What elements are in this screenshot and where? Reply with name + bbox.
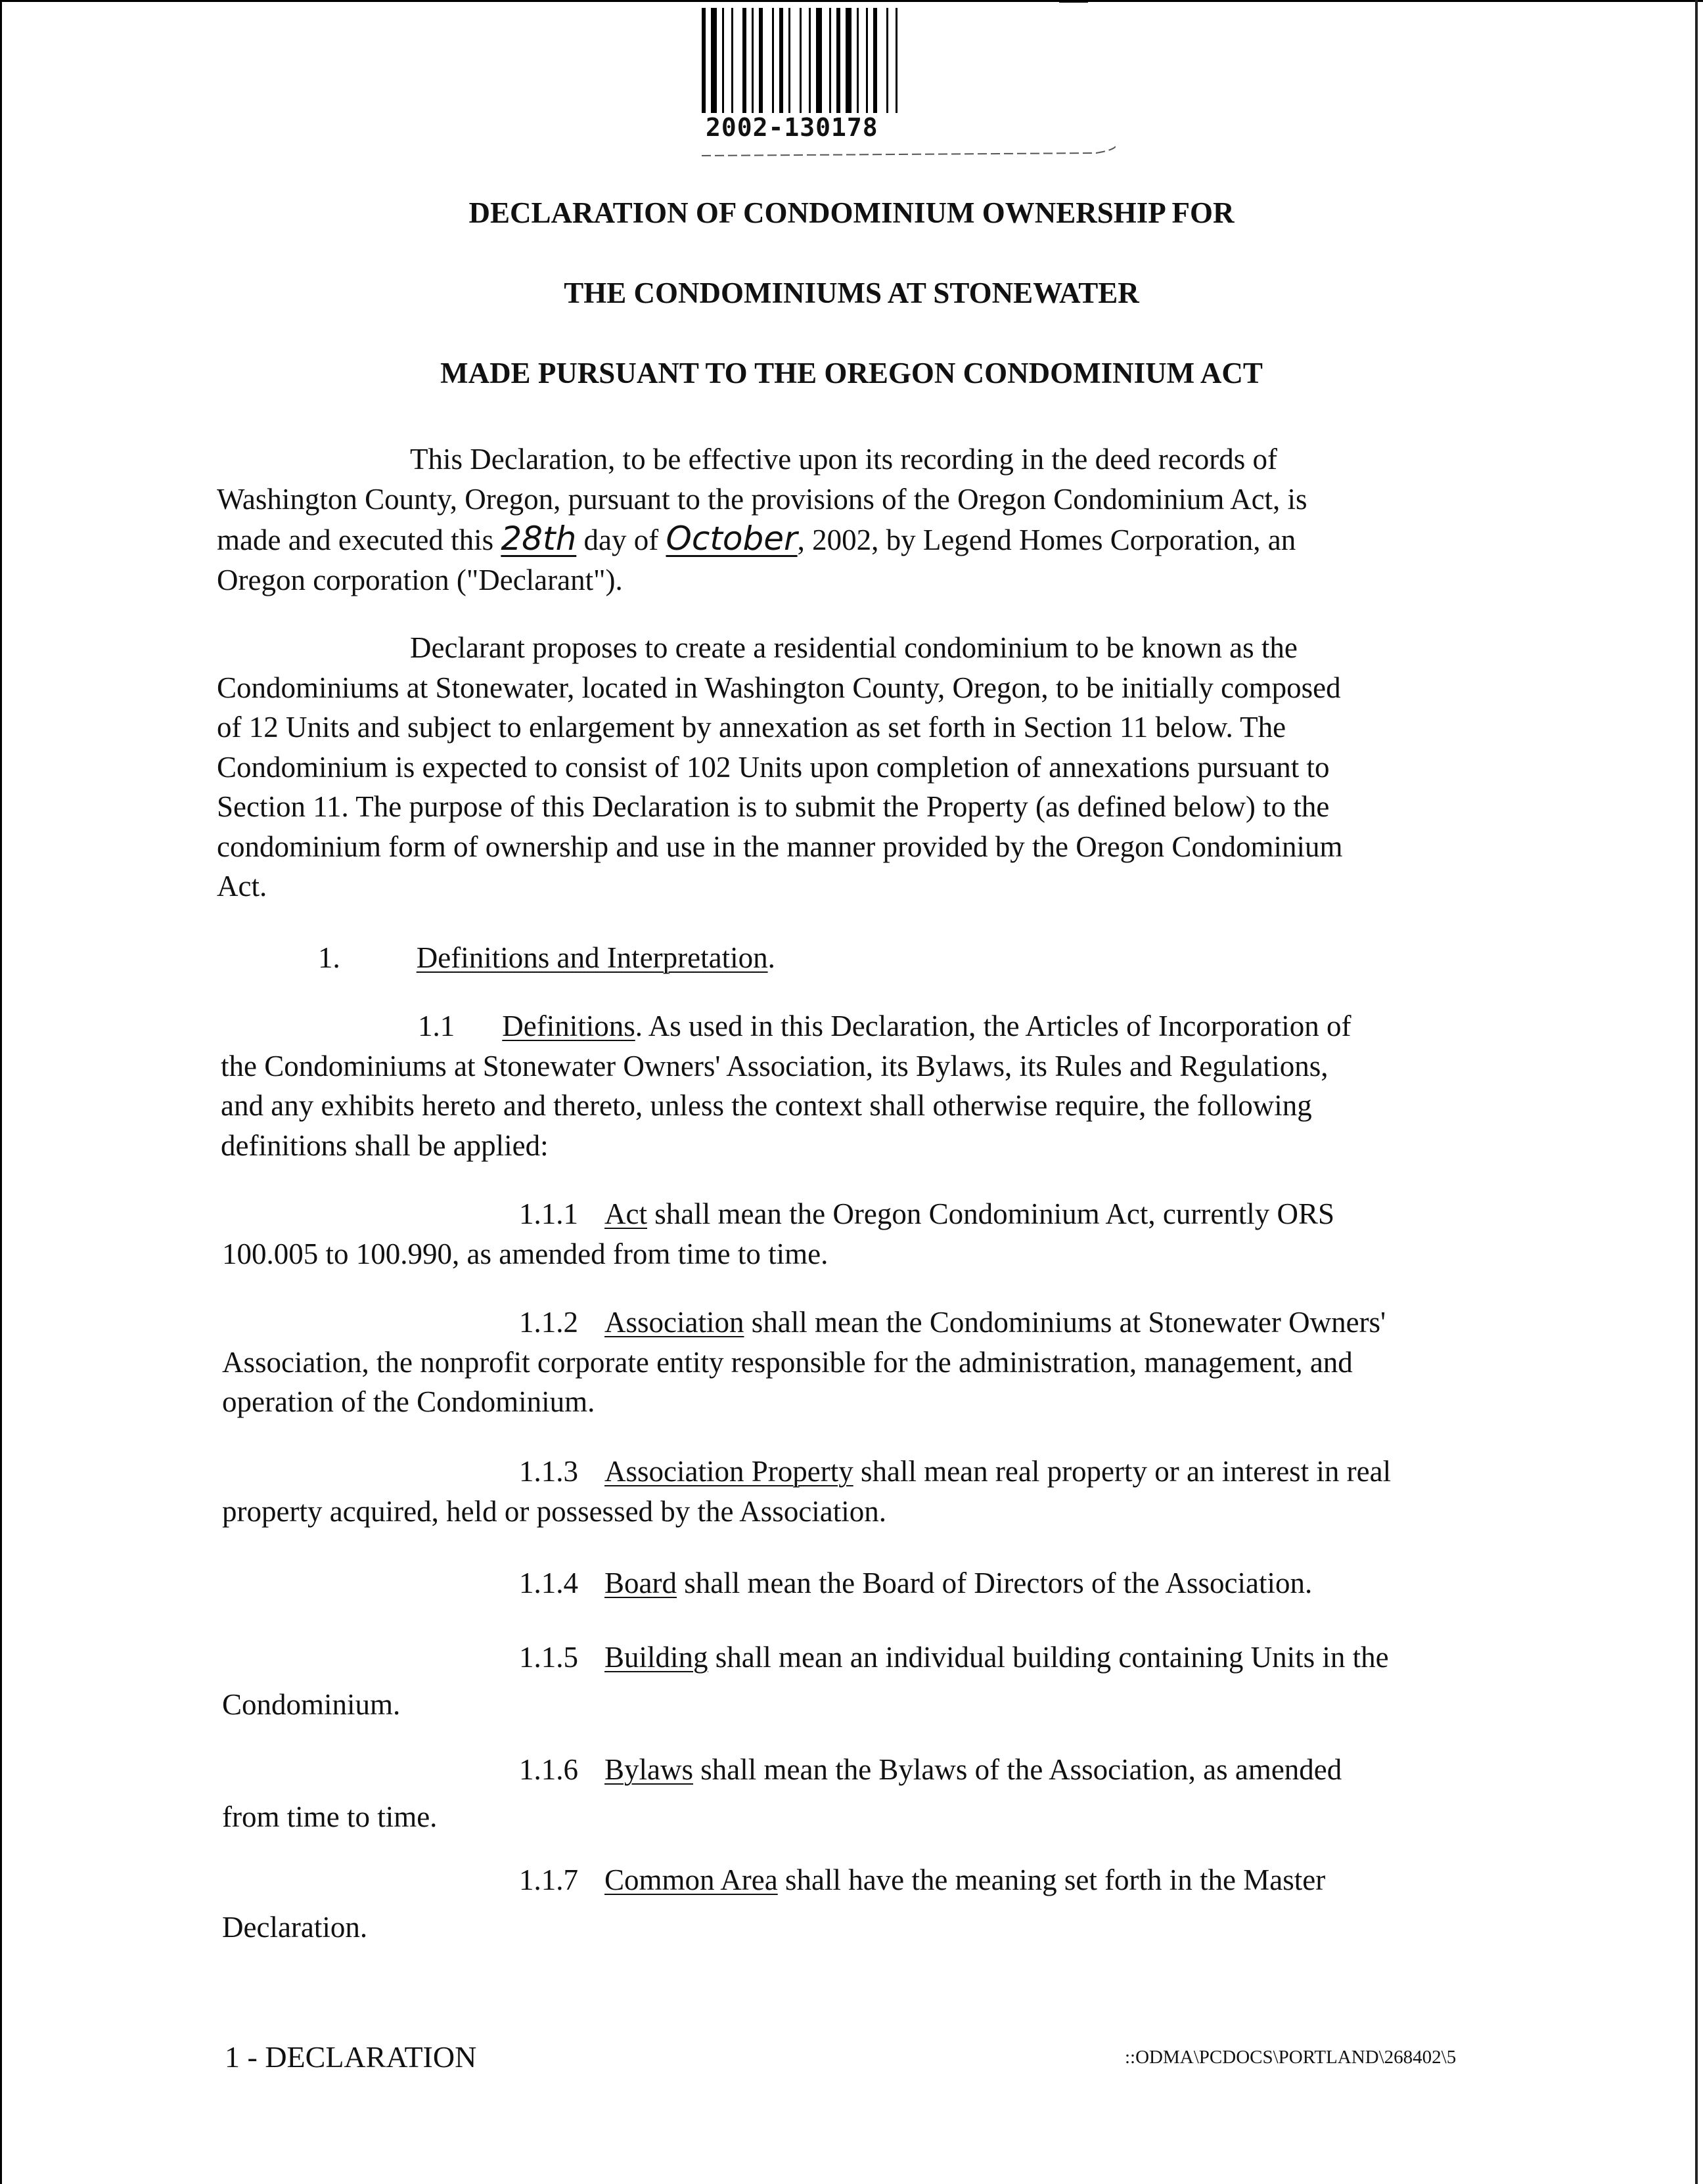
barcode-bar	[731, 8, 733, 113]
definition-1-1-4	[222, 1563, 1312, 1603]
barcode-bar	[800, 8, 802, 113]
definition-1-1-7	[222, 1856, 1325, 1951]
scan-edge	[1695, 0, 1698, 2184]
title-line-3: MADE PURSUANT TO THE OREGON CONDOMINIUM ACT	[440, 357, 1263, 390]
definition-text: shall mean real property or an interest in real	[853, 1455, 1392, 1488]
barcode-bar	[836, 8, 840, 113]
definition-term: Association Property	[604, 1455, 853, 1488]
scan-mark	[1059, 0, 1088, 3]
intro-line-3	[217, 519, 1307, 560]
purpose-paragraph	[217, 628, 1342, 906]
barcode-bar	[846, 8, 851, 113]
footer-doc-path: ::ODMA\PCDOCS\PORTLAND\268402\5	[1125, 2047, 1457, 2068]
barcode-bar	[772, 8, 774, 113]
section-title: Definitions	[502, 1010, 635, 1042]
intro-text: , 2002, by Legend Homes Corporation, an	[797, 524, 1296, 556]
definition-number: 1.1.6	[519, 1753, 578, 1786]
definition-term: Bylaws	[604, 1753, 693, 1786]
handwritten-day: 28th	[501, 520, 577, 558]
barcode-bar	[809, 8, 811, 113]
definition-term: Board	[604, 1567, 677, 1599]
definition-text: Condominium.	[222, 1688, 401, 1721]
definition-text: shall mean the Oregon Condominium Act, currently ORS	[647, 1197, 1335, 1230]
barcode-bar	[722, 8, 724, 113]
definition-text: Declaration.	[222, 1911, 368, 1944]
title-line-1: DECLARATION OF CONDOMINIUM OWNERSHIP FOR	[468, 196, 1235, 229]
definition-text: property acquired, held or possessed by the Association.	[222, 1494, 887, 1528]
purpose-line-2: Condominiums at Stonewater, located in Washington County, Oregon, to be initially composed	[217, 671, 1341, 704]
barcode-bar	[829, 8, 831, 113]
barcode-bar	[711, 8, 717, 113]
definition-text: shall mean the Board of Directors of the Association.	[676, 1567, 1313, 1599]
section-1-1-line-2: the Condominiums at Stonewater Owners' Association, its Bylaws, its Rules and Regulations,	[221, 1049, 1328, 1082]
barcode-underline	[702, 143, 1116, 158]
definition-text: shall mean an individual building containing Units in the	[708, 1641, 1389, 1674]
barcode-bar	[742, 8, 746, 113]
purpose-line-6: condominium form of ownership and use in the manner provided by the Oregon Condominium	[217, 830, 1343, 863]
barcode-bar	[873, 8, 877, 113]
section-1-1-line-4: definitions shall be applied:	[221, 1128, 549, 1162]
footer-page-label: 1 - DECLARATION	[225, 2040, 477, 2074]
barcode-stamp	[702, 8, 1004, 159]
section-title: Definitions and Interpretation	[416, 941, 768, 974]
definition-number: 1.1.3	[519, 1455, 578, 1488]
definition-term: Common Area	[604, 1863, 778, 1896]
definition-number: 1.1.1	[519, 1197, 578, 1230]
definition-number: 1.1.2	[519, 1306, 578, 1339]
definition-term: Act	[604, 1197, 647, 1230]
definition-number: 1.1.7	[519, 1863, 578, 1896]
purpose-line-7: Act.	[217, 870, 267, 903]
barcode-bar	[896, 8, 897, 113]
definition-1-1-3	[222, 1452, 1391, 1531]
definition-text: 100.005 to 100.990, as amended from time to time.	[222, 1237, 829, 1270]
intro-line-1: This Declaration, to be effective upon its recording in the deed records of	[410, 443, 1277, 476]
barcode-bar	[779, 8, 783, 113]
barcode-bar	[752, 8, 754, 113]
definition-1-1-5	[222, 1634, 1389, 1728]
intro-text: day of	[583, 524, 659, 556]
barcode-bar	[857, 8, 859, 113]
definition-1-1-6	[222, 1746, 1342, 1840]
purpose-line-4: Condominium is expected to consist of 102 Units upon completion of annexations pursuant to	[217, 750, 1330, 784]
barcode-bar	[759, 8, 763, 113]
intro-line-2: Washington County, Oregon, pursuant to the provisions of the Oregon Condominium Act, is	[217, 482, 1307, 516]
purpose-line-1: Declarant proposes to create a residential condominium to be known as the	[410, 631, 1298, 664]
section-1-heading	[318, 938, 775, 978]
barcode-bar	[788, 8, 790, 113]
definition-text: shall mean the Bylaws of the Association, as amended	[693, 1753, 1342, 1786]
definition-text: Association, the nonprofit corporate entity responsible for the administration, management, and	[222, 1345, 1353, 1379]
section-1-1-line-3: and any exhibits hereto and thereto, unless the context shall otherwise require, the following	[221, 1089, 1312, 1122]
purpose-line-3: of 12 Units and subject to enlargement by annexation as set forth in Section 11 below. The	[217, 711, 1286, 744]
barcode-image	[702, 8, 1004, 113]
barcode-bar	[886, 8, 888, 113]
definition-number: 1.1.4	[519, 1567, 578, 1599]
definition-term: Association	[604, 1306, 744, 1339]
definition-number: 1.1.5	[519, 1641, 578, 1674]
definition-1-1-1	[222, 1194, 1334, 1274]
section-text: . As used in this Declaration, the Articles of Incorporation of	[635, 1010, 1351, 1042]
barcode-bar	[866, 8, 868, 113]
handwritten-month: October	[666, 520, 798, 558]
section-number: 1.	[318, 941, 340, 974]
definition-text: from time to time.	[222, 1800, 438, 1833]
section-period: .	[767, 941, 775, 974]
section-number: 1.1	[418, 1010, 455, 1042]
section-1-1	[221, 1006, 1351, 1165]
barcode-number: 2002-130178	[706, 113, 878, 142]
intro-line-4: Oregon corporation ("Declarant").	[217, 563, 623, 596]
intro-text: made and executed this	[217, 524, 494, 556]
definition-text: operation of the Condominium.	[222, 1385, 595, 1418]
definition-text: shall have the meaning set forth in the Master	[777, 1863, 1326, 1896]
purpose-line-5: Section 11. The purpose of this Declaration is to submit the Property (as defined below) to the	[217, 790, 1330, 823]
title-line-2: THE CONDOMINIUMS AT STONEWATER	[564, 277, 1139, 309]
barcode-bar	[816, 8, 822, 113]
intro-paragraph	[217, 439, 1307, 600]
definition-term: Building	[604, 1641, 708, 1674]
definition-1-1-2	[222, 1303, 1386, 1422]
barcode-bar	[702, 8, 706, 113]
definition-text: shall mean the Condominiums at Stonewater Owners'	[744, 1306, 1386, 1339]
